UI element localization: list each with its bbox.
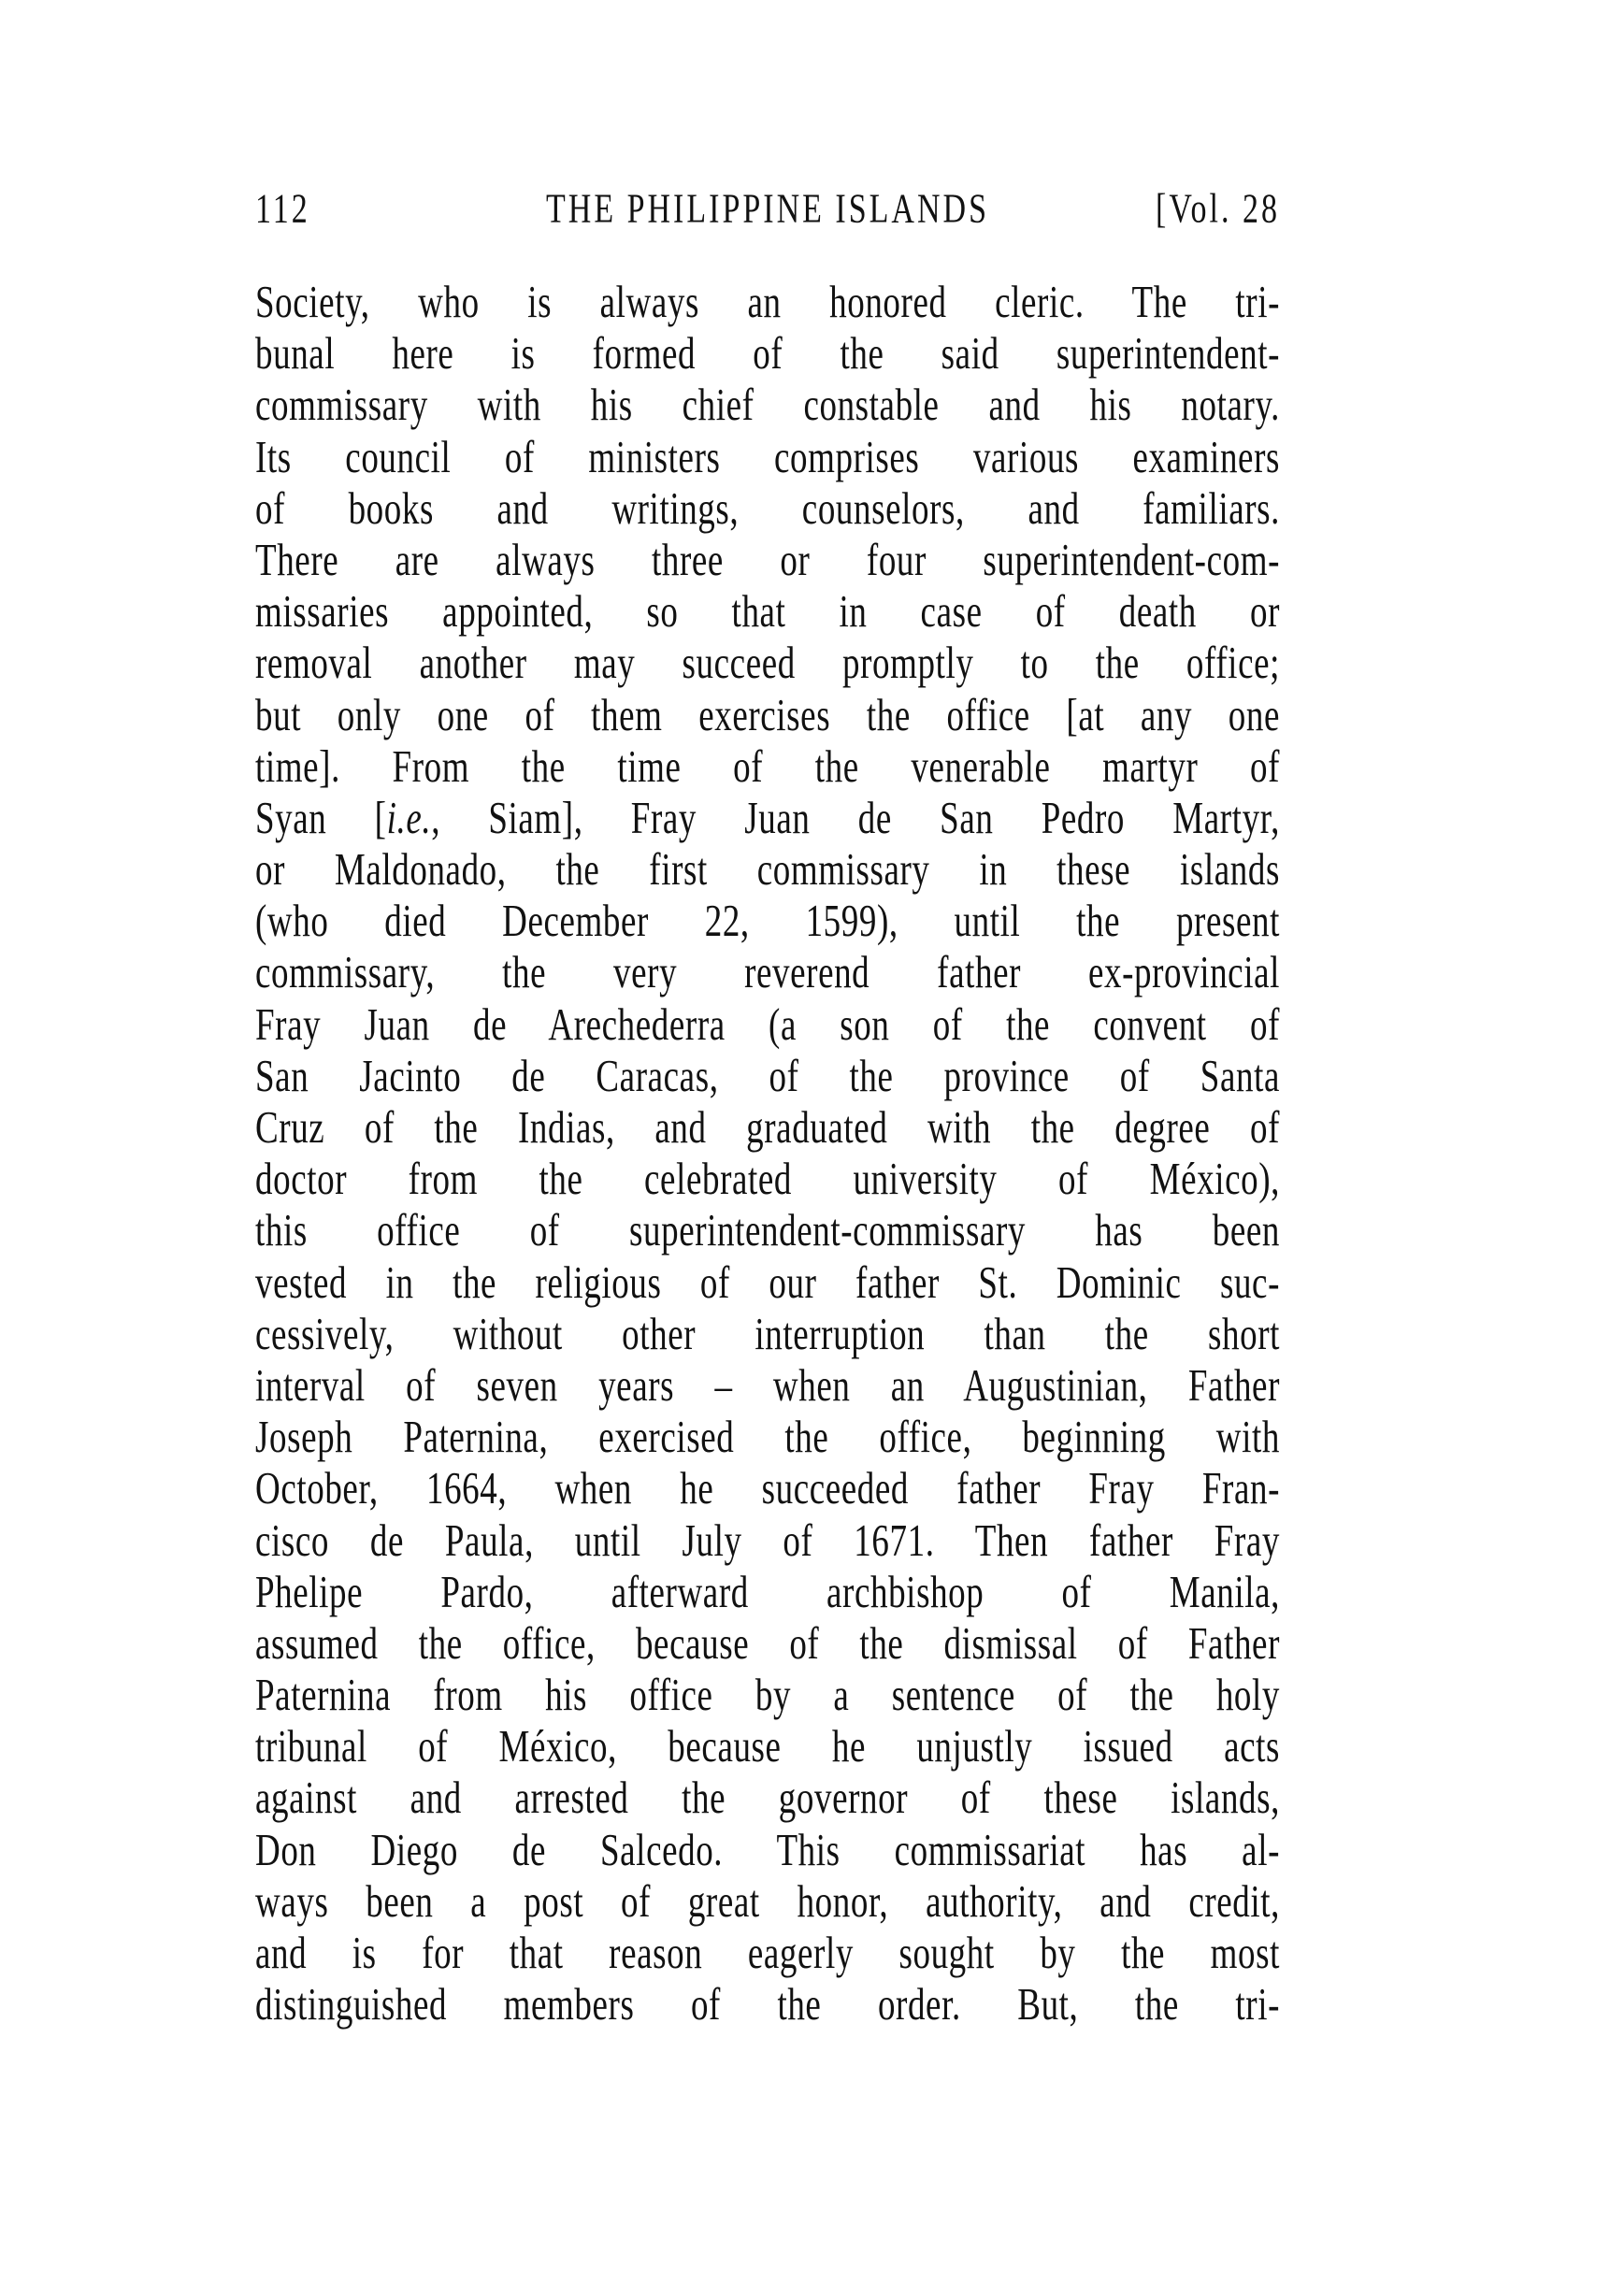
text-segment: Syan [ (255, 793, 387, 844)
text-line: Phelipe Pardo, afterward archbishop of Manila, (255, 1567, 1280, 1618)
text-line: cessively, without other interruption than the short (255, 1309, 1280, 1360)
text-line: Paternina from his office by a sentence of the holy (255, 1670, 1280, 1721)
text-line: and is for that reason eagerly sought by the most (255, 1928, 1280, 1979)
text-line: San Jacinto de Caracas, of the province of Santa (255, 1051, 1280, 1102)
text-line: or Maldonado, the first commissary in these islands (255, 844, 1280, 896)
text-line: commissary, the very reverend father ex-provincial (255, 948, 1280, 999)
text-line: Don Diego de Salcedo. This commissariat has al- (255, 1825, 1280, 1876)
page-number: 112 (255, 187, 310, 233)
running-header (255, 187, 1280, 239)
volume-label: [Vol. 28 (1156, 187, 1280, 233)
text-segment: , Siam], Fray Juan de San Pedro Martyr, (431, 793, 1281, 844)
text-line: but only one of them exercises the office [at any one (255, 690, 1280, 741)
running-title: THE PHILIPPINE ISLANDS (546, 187, 989, 233)
italic-abbreviation: i.e. (386, 793, 432, 844)
text-line: There are always three or four superintendent-com- (255, 535, 1280, 586)
text-line: doctor from the celebrated university of México), (255, 1154, 1280, 1205)
text-line: Its council of ministers comprises various examiners (255, 432, 1280, 483)
body-text (255, 279, 1280, 2032)
text-line: tribunal of México, because he unjustly issued acts (255, 1721, 1280, 1773)
text-line: Fray Juan de Arechederra (a son of the convent of (255, 999, 1280, 1051)
text-line: time]. From the time of the venerable martyr of (255, 741, 1280, 793)
text-line: of books and writings, counselors, and familiars. (255, 483, 1280, 535)
text-line: removal another may succeed promptly to the office; (255, 638, 1280, 690)
text-line: interval of seven years – when an Augustinian, Father (255, 1360, 1280, 1412)
text-line: October, 1664, when he succeeded father Fray Fran- (255, 1463, 1280, 1515)
text-line: Joseph Paternina, exercised the office, beginning with (255, 1412, 1280, 1463)
text-line: against and arrested the governor of these islands, (255, 1773, 1280, 1825)
text-line: bunal here is formed of the said superintendent- (255, 328, 1280, 380)
text-line: cisco de Paula, until July of 1671. Then father Fray (255, 1515, 1280, 1567)
text-line: assumed the office, because of the dismissal of Father (255, 1618, 1280, 1670)
text-line: distinguished members of the order. But, the tri- (255, 1979, 1280, 2031)
text-line: missaries appointed, so that in case of death or (255, 586, 1280, 638)
text-line: Society, who is always an honored cleric. The tri- (255, 277, 1280, 328)
text-line: Cruz of the Indias, and graduated with the degree of (255, 1102, 1280, 1154)
text-line: commissary with his chief constable and his notary. (255, 380, 1280, 432)
text-line: vested in the religious of our father St. Dominic suc- (255, 1257, 1280, 1309)
text-line: (who died December 22, 1599), until the present (255, 896, 1280, 948)
text-line: this office of superintendent-commissary has been (255, 1206, 1280, 1257)
text-line: ways been a post of great honor, authority, and credit, (255, 1876, 1280, 1928)
